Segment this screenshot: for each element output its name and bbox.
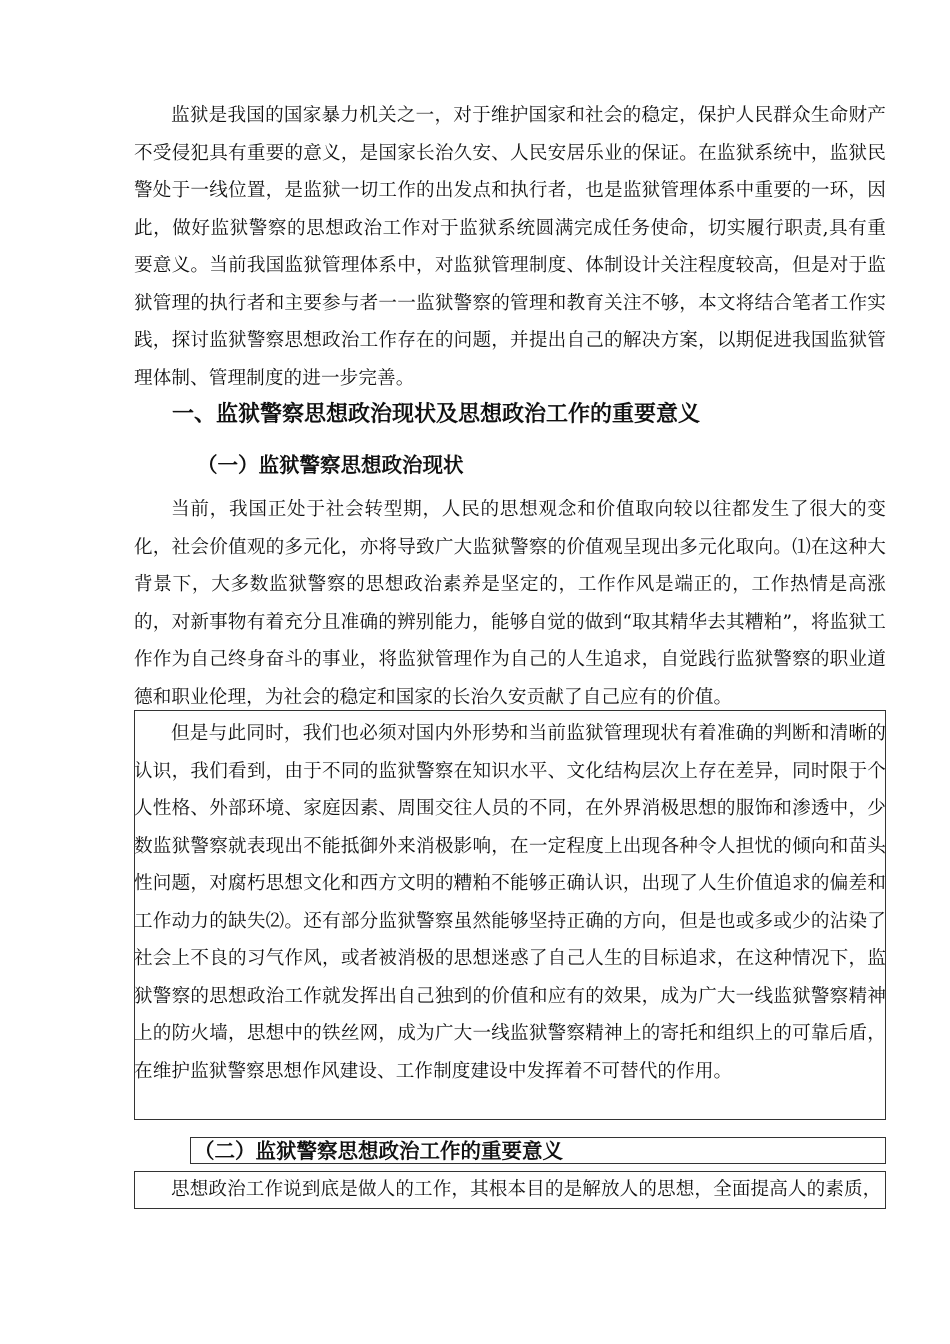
subsection-heading-2: （二）监狱警察思想政治工作的重要意义 [194, 1139, 563, 1163]
subsection2-paragraph-1: 思想政治工作说到底是做人的工作，其根本目的是解放人的思想，全面提高人的素质， [171, 1179, 882, 1200]
section-heading-1: 一、监狱警察思想政治现状及思想政治工作的重要意义 [172, 402, 701, 427]
subsection1-paragraph-1: 当前，我国正处于社会转型期，人民的思想观念和价值取向较以往都发生了很大的变化，社会价值观的多元化，亦将导致广大监狱警察的价值观呈现出多元化取向。⑴在这种大背景下，大多数监狱警察的思想政治素养是坚定的，工作作风是端正的，工作热情是高涨的，对新事物有着充分且准确的辨别能力，能够自觉的做到“取其精华去其糟粕”，将监狱工作作为自己终身奋斗的事业，将监狱管理作为自己的人生追求，自觉践行监狱警察的职业道德和职业伦理，为社会的稳定和国家的长治久安贡献了自己应有的价值。 [134, 499, 886, 708]
subsection1-paragraph-2: 但是与此同时，我们也必须对国内外形势和当前监狱管理现状有着准确的判断和清晰的认识，我们看到，由于不同的监狱警察在知识水平、文化结构层次上存在差异，同时限于个人性格、外部环境、家庭因素、周围交往人员的不同，在外界消极思想的服饰和渗透中，少数监狱警察就表现出不能抵御外来消极影响，在一定程度上出现各种令人担忧的倾向和苗头性问题，对腐朽思想文化和西方文明的糟粕不能够正确认识，出现了人生价值追求的偏差和工作动力的缺失⑵。还有部分监狱警察虽然能够坚持正确的方向，但是也或多或少的沾染了社会上不良的习气作风，或者被消极的思想迷惑了自己人生的目标追求，在这种情况下，监狱警察的思想政治工作就发挥出自己独到的价值和应有的效果，成为广大一线监狱警察精神上的防火墙，思想中的铁丝网，成为广大一线监狱警察精神上的寄托和组织上的可靠后盾，在维护监狱警察思想作风建设、工作制度建设中发挥着不可替代的作用。 [134, 723, 886, 1082]
intro-paragraph: 监狱是我国的国家暴力机关之一，对于维护国家和社会的稳定，保护人民群众生命财产不受侵犯具有重要的意义，是国家长治久安、人民安居乐业的保证。在监狱系统中，监狱民警处于一线位置，是监狱一切工作的出发点和执行者，也是监狱管理体系中重要的一环，因此，做好监狱警察的思想政治工作对于监狱系统圆满完成任务使命，切实履行职责,具有重要意义。当前我国监狱管理体系中，对监狱管理制度、体制设计关注程度较高，但是对于监狱管理的执行者和主要参与者一一监狱警察的管理和教育关注不够，本文将结合笔者工作实践，探讨监狱警察思想政治工作存在的问题，并提出自己的解决方案，以期促进我国监狱管理体制、管理制度的进一步完善。 [134, 105, 886, 389]
subsection-heading-1: （一）监狱警察思想政治现状 [197, 453, 464, 477]
